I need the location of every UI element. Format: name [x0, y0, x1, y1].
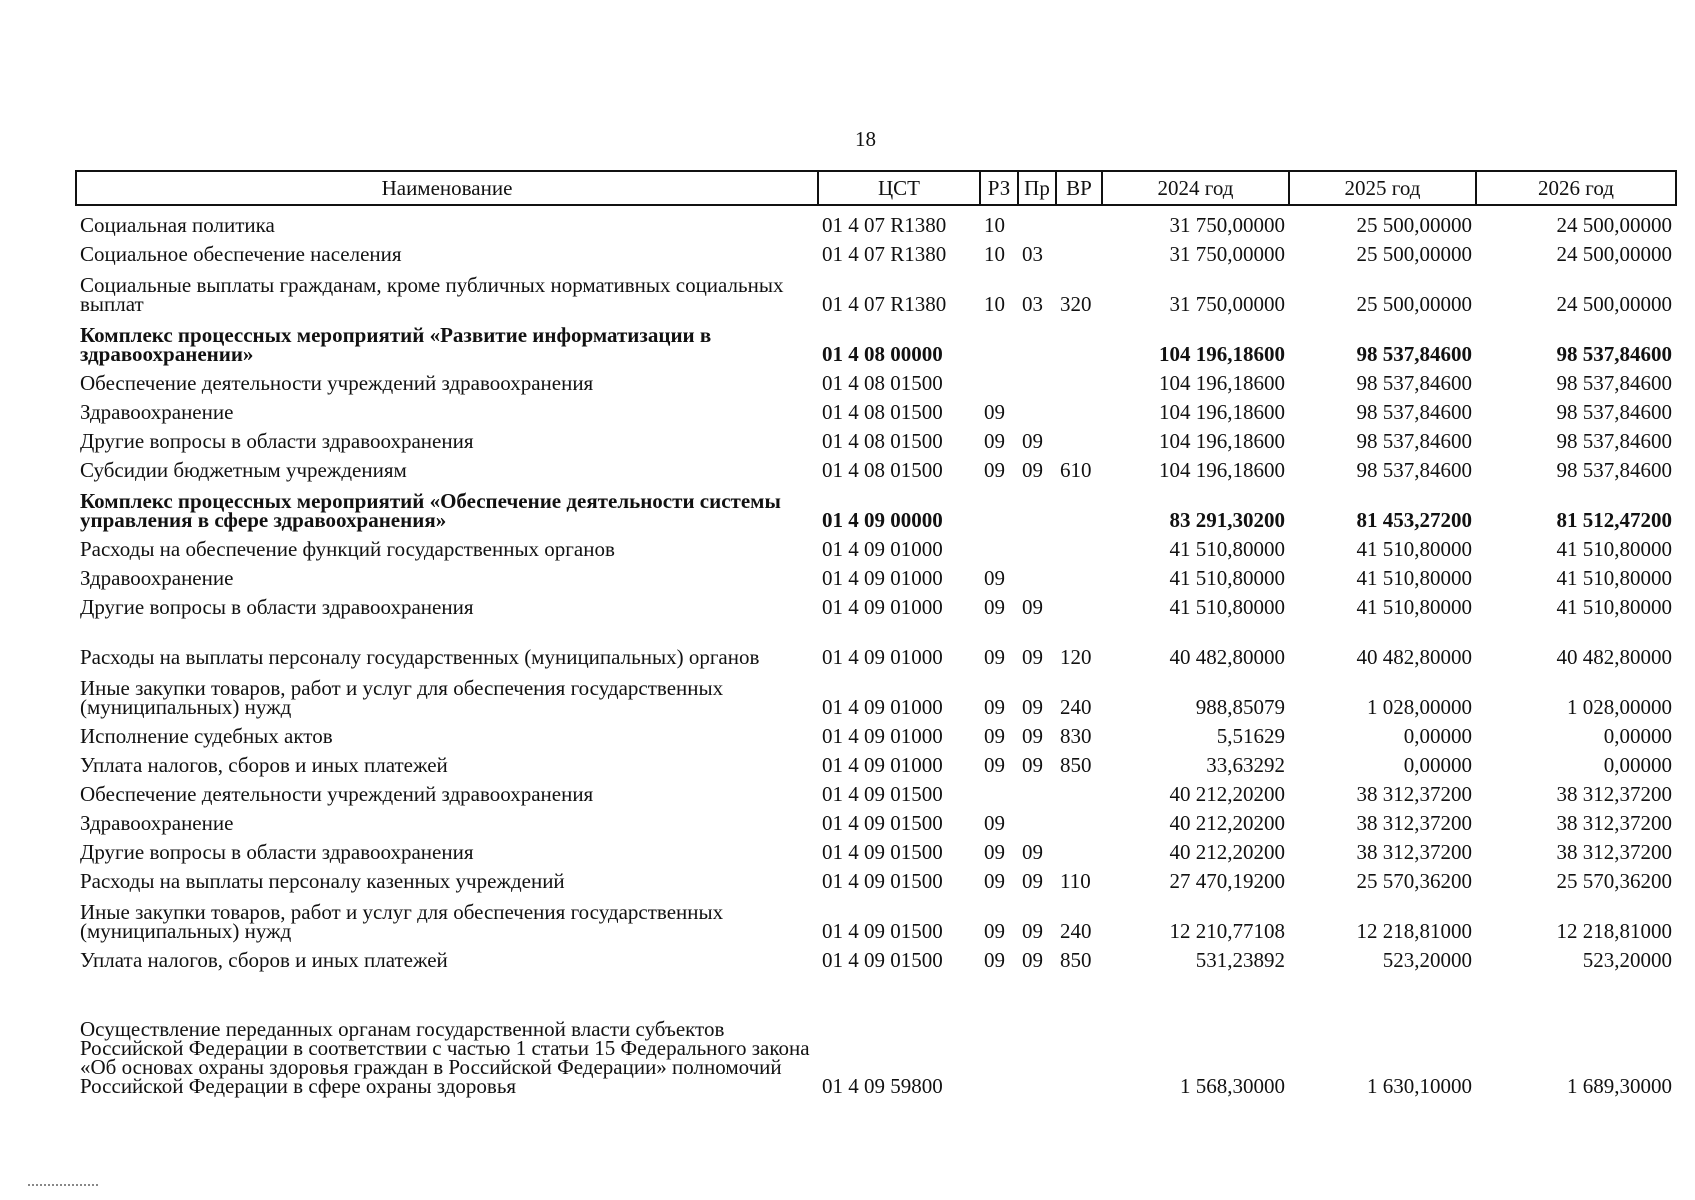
row-2026: 24 500,00000 — [1556, 213, 1672, 237]
row-code: 01 4 09 01000 — [822, 724, 943, 748]
row-vr: 610 — [1060, 458, 1092, 482]
row-pr: 09 — [1022, 645, 1043, 669]
row-2026: 98 537,84600 — [1556, 458, 1672, 482]
header-code: ЦСТ — [818, 171, 980, 205]
table-row — [76, 775, 1676, 804]
row-code: 01 4 08 01500 — [822, 371, 943, 395]
row-name: Расходы на выплаты персоналу казенных учреждений — [80, 869, 565, 893]
row-pr — [1018, 804, 1056, 833]
row-2024: 40 212,20200 — [1169, 840, 1285, 864]
row-vr — [1056, 205, 1102, 235]
row-name: Социальное обеспечение населения — [80, 242, 402, 266]
row-2025: 25 500,00000 — [1356, 292, 1472, 316]
row-2026: 38 312,37200 — [1556, 811, 1672, 835]
row-2026: 41 510,80000 — [1556, 595, 1672, 619]
row-2025: 98 537,84600 — [1356, 342, 1472, 366]
row-name: Уплата налогов, сборов и иных платежей — [80, 948, 448, 972]
row-2025: 81 453,27200 — [1356, 508, 1472, 532]
row-code: 01 4 09 01500 — [822, 811, 943, 835]
row-name: Уплата налогов, сборов и иных платежей — [80, 753, 448, 777]
page-number: 18 — [855, 127, 876, 151]
row-2024: 31 750,00000 — [1169, 292, 1285, 316]
row-vr: 110 — [1060, 869, 1091, 893]
row-pr: 09 — [1022, 695, 1043, 719]
row-pr: 09 — [1022, 948, 1043, 972]
row-pr — [1018, 480, 1056, 530]
row-2024: 27 470,19200 — [1169, 869, 1285, 893]
row-rz: 09 — [984, 400, 1005, 424]
row-vr — [1056, 393, 1102, 422]
row-2026: 41 510,80000 — [1556, 537, 1672, 561]
row-2024: 31 750,00000 — [1169, 242, 1285, 266]
row-name: Обеспечение деятельности учреждений здравоохранения — [80, 782, 594, 806]
row-pr: 09 — [1022, 753, 1043, 777]
row-vr — [1056, 833, 1102, 862]
row-2025: 38 312,37200 — [1356, 840, 1472, 864]
row-2026: 98 537,84600 — [1556, 342, 1672, 366]
table-row — [76, 941, 1676, 970]
row-rz: 09 — [984, 645, 1005, 669]
row-code: 01 4 09 01000 — [822, 753, 943, 777]
row-2024: 104 196,18600 — [1159, 371, 1285, 395]
row-2024: 988,85079 — [1195, 695, 1285, 719]
row-pr — [1018, 530, 1056, 559]
table-row — [76, 205, 1676, 235]
row-pr — [1018, 393, 1056, 422]
scan-artifact — [28, 1184, 98, 1186]
row-2025: 38 312,37200 — [1356, 782, 1472, 806]
row-code: 01 4 09 01500 — [822, 782, 943, 806]
header-pr: Пр — [1018, 171, 1056, 205]
row-2026: 41 510,80000 — [1556, 566, 1672, 590]
table-row — [76, 746, 1676, 775]
row-name: Другие вопросы в области здравоохранения — [80, 595, 474, 619]
row-pr: 09 — [1022, 458, 1043, 482]
row-pr: 09 — [1022, 429, 1043, 453]
row-name: Обеспечение деятельности учреждений здравоохранения — [80, 371, 594, 395]
table-row — [76, 617, 1676, 667]
table-row — [76, 422, 1676, 451]
row-vr — [1056, 480, 1102, 530]
header-2024: 2024 год — [1102, 171, 1289, 205]
row-vr — [1056, 422, 1102, 451]
row-pr: 03 — [1022, 242, 1043, 266]
row-2024: 5,51629 — [1216, 724, 1285, 748]
header-vr: ВР — [1056, 171, 1102, 205]
table-row — [76, 480, 1676, 530]
row-vr — [1056, 314, 1102, 364]
row-rz: 09 — [984, 429, 1005, 453]
row-pr — [1018, 775, 1056, 804]
row-vr — [1056, 804, 1102, 833]
row-pr: 09 — [1022, 595, 1043, 619]
row-2025: 25 570,36200 — [1356, 869, 1472, 893]
row-name: Здравоохранение — [80, 400, 234, 424]
row-2025: 40 482,80000 — [1356, 645, 1472, 669]
row-rz: 09 — [984, 566, 1005, 590]
table-row — [76, 314, 1676, 364]
row-2025: 1 630,10000 — [1367, 1074, 1472, 1098]
row-vr — [1056, 775, 1102, 804]
table-row — [76, 833, 1676, 862]
row-2025: 41 510,80000 — [1356, 566, 1472, 590]
row-2025: 98 537,84600 — [1356, 458, 1472, 482]
row-pr — [1018, 205, 1056, 235]
row-2024: 40 212,20200 — [1169, 782, 1285, 806]
row-vr: 830 — [1060, 724, 1092, 748]
row-rz: 09 — [984, 919, 1005, 943]
row-code: 01 4 09 01000 — [822, 566, 943, 590]
table-row — [76, 235, 1676, 264]
header-rz: РЗ — [980, 171, 1018, 205]
row-code: 01 4 09 00000 — [822, 508, 943, 532]
header-name: Наименование — [76, 171, 818, 205]
row-2025: 523,20000 — [1382, 948, 1472, 972]
row-name: Исполнение судебных актов — [80, 724, 333, 748]
row-2024: 104 196,18600 — [1159, 458, 1285, 482]
row-pr: 03 — [1022, 292, 1043, 316]
row-code: 01 4 07 R1380 — [822, 242, 947, 266]
row-2024: 40 212,20200 — [1169, 811, 1285, 835]
table-row — [76, 970, 1676, 1096]
header-2025: 2025 год — [1289, 171, 1476, 205]
row-vr: 850 — [1060, 753, 1092, 777]
table-row — [76, 393, 1676, 422]
row-rz — [980, 364, 1018, 393]
table-header-row — [76, 171, 1676, 205]
row-rz: 09 — [984, 458, 1005, 482]
table-row — [76, 862, 1676, 891]
row-2026: 1 689,30000 — [1567, 1074, 1672, 1098]
row-code: 01 4 09 01000 — [822, 537, 943, 561]
row-pr: 09 — [1022, 724, 1043, 748]
row-name: Субсидии бюджетным учреждениям — [80, 458, 407, 482]
row-2026: 0,00000 — [1603, 753, 1672, 777]
row-vr: 850 — [1060, 948, 1092, 972]
row-2024: 41 510,80000 — [1169, 595, 1285, 619]
row-2026: 98 537,84600 — [1556, 400, 1672, 424]
row-vr: 120 — [1060, 645, 1092, 669]
row-rz: 09 — [984, 595, 1005, 619]
row-2026: 12 218,81000 — [1556, 919, 1672, 943]
row-2026: 523,20000 — [1582, 948, 1672, 972]
row-name: Комплекс процессных мероприятий «Обеспечение деятельности системы управления в сфере здравоохранения» — [80, 489, 781, 532]
row-rz: 09 — [984, 695, 1005, 719]
table-row — [76, 717, 1676, 746]
row-2026: 98 537,84600 — [1556, 371, 1672, 395]
row-pr — [1018, 970, 1056, 1096]
row-pr — [1018, 559, 1056, 588]
row-name: Другие вопросы в области здравоохранения — [80, 840, 474, 864]
row-2024: 41 510,80000 — [1169, 566, 1285, 590]
row-vr — [1056, 364, 1102, 393]
row-2025: 25 500,00000 — [1356, 213, 1472, 237]
table-row — [76, 804, 1676, 833]
row-code: 01 4 07 R1380 — [822, 213, 947, 237]
row-code: 01 4 08 01500 — [822, 458, 943, 482]
row-pr — [1018, 364, 1056, 393]
budget-table — [75, 170, 1677, 1096]
row-vr — [1056, 530, 1102, 559]
row-vr: 240 — [1060, 695, 1092, 719]
row-name: Иные закупки товаров, работ и услуг для обеспечения государственных (муниципальных) нужд — [80, 900, 724, 943]
row-2024: 41 510,80000 — [1169, 537, 1285, 561]
row-name: Здравоохранение — [80, 566, 234, 590]
table-row — [76, 451, 1676, 480]
row-rz: 09 — [984, 811, 1005, 835]
row-2025: 98 537,84600 — [1356, 371, 1472, 395]
row-code: 01 4 07 R1380 — [822, 292, 947, 316]
row-2024: 83 291,30200 — [1169, 508, 1285, 532]
row-code: 01 4 08 00000 — [822, 342, 943, 366]
row-rz — [980, 314, 1018, 364]
row-vr: 240 — [1060, 919, 1092, 943]
row-code: 01 4 08 01500 — [822, 429, 943, 453]
row-2025: 0,00000 — [1403, 724, 1472, 748]
row-code: 01 4 09 01000 — [822, 695, 943, 719]
row-vr — [1056, 559, 1102, 588]
row-name: Социальные выплаты гражданам, кроме публичных нормативных социальных выплат — [80, 273, 784, 316]
row-2026: 40 482,80000 — [1556, 645, 1672, 669]
row-2026: 98 537,84600 — [1556, 429, 1672, 453]
row-2026: 38 312,37200 — [1556, 782, 1672, 806]
row-rz: 09 — [984, 724, 1005, 748]
row-2024: 104 196,18600 — [1159, 342, 1285, 366]
row-rz: 09 — [984, 948, 1005, 972]
row-rz: 09 — [984, 753, 1005, 777]
row-name: Другие вопросы в области здравоохранения — [80, 429, 474, 453]
table-row — [76, 588, 1676, 617]
row-2026: 24 500,00000 — [1556, 292, 1672, 316]
row-2026: 1 028,00000 — [1567, 695, 1672, 719]
row-rz: 10 — [984, 242, 1005, 266]
row-pr — [1018, 314, 1056, 364]
row-code: 01 4 09 59800 — [822, 1074, 943, 1098]
row-pr: 09 — [1022, 919, 1043, 943]
table-row — [76, 559, 1676, 588]
row-rz: 10 — [984, 213, 1005, 237]
table-row — [76, 667, 1676, 717]
row-2025: 25 500,00000 — [1356, 242, 1472, 266]
row-vr — [1056, 970, 1102, 1096]
row-vr: 320 — [1060, 292, 1092, 316]
row-code: 01 4 09 01500 — [822, 948, 943, 972]
row-2026: 81 512,47200 — [1556, 508, 1672, 532]
row-name: Иные закупки товаров, работ и услуг для обеспечения государственных (муниципальных) нужд — [80, 676, 724, 719]
row-2024: 531,23892 — [1195, 948, 1285, 972]
row-vr — [1056, 588, 1102, 617]
row-2025: 12 218,81000 — [1356, 919, 1472, 943]
row-name: Социальная политика — [80, 213, 275, 237]
row-pr: 09 — [1022, 869, 1043, 893]
row-rz: 10 — [984, 292, 1005, 316]
row-2026: 0,00000 — [1603, 724, 1672, 748]
row-2025: 0,00000 — [1403, 753, 1472, 777]
row-code: 01 4 09 01500 — [822, 869, 943, 893]
row-name: Расходы на выплаты персоналу государственных (муниципальных) органов — [80, 645, 760, 669]
row-code: 01 4 09 01500 — [822, 919, 943, 943]
row-2024: 12 210,77108 — [1169, 919, 1285, 943]
row-2026: 25 570,36200 — [1556, 869, 1672, 893]
row-2024: 33,63292 — [1206, 753, 1285, 777]
row-pr: 09 — [1022, 840, 1043, 864]
row-name: Осуществление переданных органам государственной власти субъектов Российской Федерации в соответствии с частью 1 статьи 15 Федерального закона «Об основах охраны здоровья граждан в Российской Федерации» полномочий Российской Федерации в сфере охраны здоровья — [80, 1017, 810, 1098]
row-2025: 98 537,84600 — [1356, 400, 1472, 424]
row-2026: 24 500,00000 — [1556, 242, 1672, 266]
row-rz — [980, 775, 1018, 804]
row-rz — [980, 480, 1018, 530]
table-row — [76, 364, 1676, 393]
row-2024: 104 196,18600 — [1159, 429, 1285, 453]
header-2026: 2026 год — [1476, 171, 1676, 205]
table-row — [76, 891, 1676, 941]
row-2024: 1 568,30000 — [1180, 1074, 1285, 1098]
row-2026: 38 312,37200 — [1556, 840, 1672, 864]
table-row — [76, 264, 1676, 314]
row-vr — [1056, 235, 1102, 264]
row-code: 01 4 09 01000 — [822, 645, 943, 669]
row-2025: 98 537,84600 — [1356, 429, 1472, 453]
row-name: Здравоохранение — [80, 811, 234, 835]
row-name: Комплекс процессных мероприятий «Развитие информатизации в здравоохранении» — [80, 323, 712, 366]
row-rz — [980, 970, 1018, 1096]
row-2025: 38 312,37200 — [1356, 811, 1472, 835]
row-2024: 31 750,00000 — [1169, 213, 1285, 237]
row-2024: 40 482,80000 — [1169, 645, 1285, 669]
row-2025: 1 028,00000 — [1367, 695, 1472, 719]
row-code: 01 4 08 01500 — [822, 400, 943, 424]
row-code: 01 4 09 01500 — [822, 840, 943, 864]
row-code: 01 4 09 01000 — [822, 595, 943, 619]
row-2024: 104 196,18600 — [1159, 400, 1285, 424]
row-name: Расходы на обеспечение функций государственных органов — [80, 537, 615, 561]
row-2025: 41 510,80000 — [1356, 595, 1472, 619]
row-rz: 09 — [984, 869, 1005, 893]
row-rz — [980, 530, 1018, 559]
table-row — [76, 530, 1676, 559]
row-2025: 41 510,80000 — [1356, 537, 1472, 561]
row-rz: 09 — [984, 840, 1005, 864]
